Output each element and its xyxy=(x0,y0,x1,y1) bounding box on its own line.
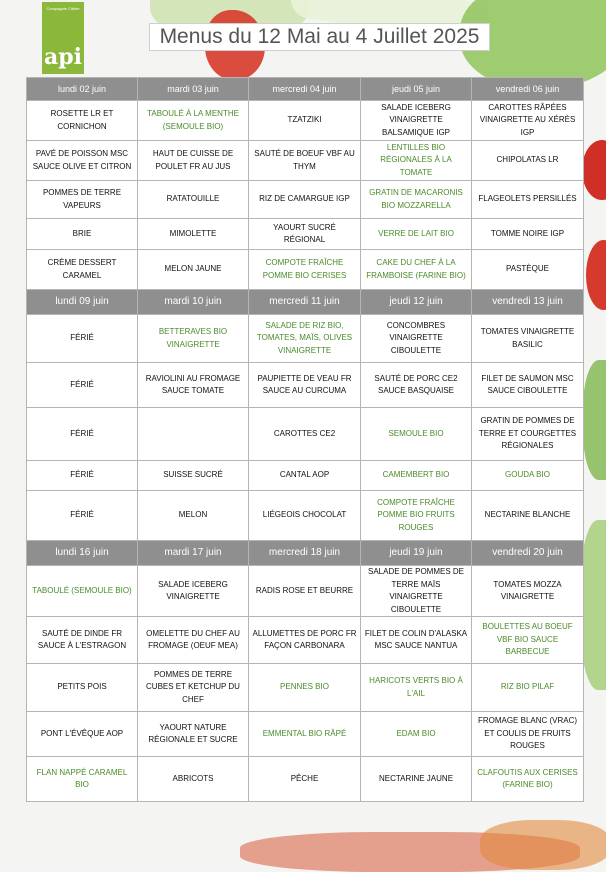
menu-cell: EMMENTAL BIO RÂPÉ xyxy=(249,712,361,757)
menu-cell: CANTAL AOP xyxy=(249,461,361,491)
menu-cell: GRATIN DE POMMES DE TERRE ET COURGETTES RÉGIONALES xyxy=(472,408,584,461)
day-header: mercredi 04 juin xyxy=(249,78,361,101)
week-header-row xyxy=(27,78,584,101)
background-vegetables-image xyxy=(480,820,606,870)
menu-row xyxy=(27,250,584,290)
menu-row xyxy=(27,617,584,664)
menu-cell: FÉRIÉ xyxy=(27,315,138,363)
api-logo xyxy=(42,2,84,74)
menu-cell: PENNES BIO xyxy=(249,664,361,712)
menu-cell: FÉRIÉ xyxy=(27,491,138,541)
menu-cell: NECTARINE BLANCHE xyxy=(472,491,584,541)
menu-row xyxy=(27,141,584,181)
menu-cell: LENTILLES BIO RÉGIONALES À LA TOMATE xyxy=(361,141,472,181)
menu-cell: BETTERAVES BIO VINAIGRETTE xyxy=(138,315,249,363)
menu-cell: CONCOMBRES VINAIGRETTE CIBOULETTE xyxy=(361,315,472,363)
day-header: mardi 03 juin xyxy=(138,78,249,101)
menu-cell: RIZ DE CAMARGUE IGP xyxy=(249,181,361,219)
menu-cell: YAOURT SUCRÉ RÉGIONAL xyxy=(249,219,361,250)
menu-cell: VERRE DE LAIT BIO xyxy=(361,219,472,250)
menu-cell: FILET DE SAUMON MSC SAUCE CIBOULETTE xyxy=(472,363,584,408)
menu-cell: SALADE DE POMMES DE TERRE MAÏS VINAIGRETTE CIBOULETTE xyxy=(361,566,472,617)
menu-cell: PETITS POIS xyxy=(27,664,138,712)
menu-cell: SALADE DE RIZ BIO, TOMATES, MAÏS, OLIVES VINAIGRETTE xyxy=(249,315,361,363)
menu-cell: FROMAGE BLANC (VRAC) ET COULIS DE FRUITS ROUGES xyxy=(472,712,584,757)
day-header: jeudi 05 juin xyxy=(361,78,472,101)
menu-row xyxy=(27,712,584,757)
menu-cell: RAVIOLINI AU FROMAGE SAUCE TOMATE xyxy=(138,363,249,408)
menu-cell: PONT L'ÉVÊQUE AOP xyxy=(27,712,138,757)
day-header: mardi 10 juin xyxy=(138,290,249,315)
day-header: vendredi 06 juin xyxy=(472,78,584,101)
menu-cell: SAUTÉ DE BOEUF VBF AU THYM xyxy=(249,141,361,181)
menu-cell: TZATZIKI xyxy=(249,101,361,141)
background-tomato-image xyxy=(586,240,606,310)
menu-cell: SUISSE SUCRÉ xyxy=(138,461,249,491)
menu-cell: SALADE ICEBERG VINAIGRETTE BALSAMIQUE IGP xyxy=(361,101,472,141)
menu-cell: GRATIN DE MACARONIS BIO MOZZARELLA xyxy=(361,181,472,219)
day-header: vendredi 20 juin xyxy=(472,541,584,566)
menu-cell: SAUTÉ DE DINDE FR SAUCE À L'ESTRAGON xyxy=(27,617,138,664)
menu-cell: FÉRIÉ xyxy=(27,363,138,408)
menu-cell: YAOURT NATURE RÉGIONALE ET SUCRE xyxy=(138,712,249,757)
menu-row xyxy=(27,408,584,461)
menu-cell: LIÉGEOIS CHOCOLAT xyxy=(249,491,361,541)
menu-cell: CAROTTES CE2 xyxy=(249,408,361,461)
menu-cell: EDAM BIO xyxy=(361,712,472,757)
menu-row xyxy=(27,757,584,802)
menu-cell: CHIPOLATAS LR xyxy=(472,141,584,181)
background-tomato-image xyxy=(582,140,606,200)
menu-cell: CLAFOUTIS AUX CERISES (FARINE BIO) xyxy=(472,757,584,802)
menu-cell: COMPOTE FRAÎCHE POMME BIO FRUITS ROUGES xyxy=(361,491,472,541)
page-title: Menus du 12 Mai au 4 Juillet 2025 xyxy=(149,23,490,51)
menu-cell: SAUTÉ DE PORC CE2 SAUCE BASQUAISE xyxy=(361,363,472,408)
menu-row xyxy=(27,664,584,712)
menu-cell: POMMES DE TERRE VAPEURS xyxy=(27,181,138,219)
menu-row xyxy=(27,491,584,541)
menu-cell: MELON xyxy=(138,491,249,541)
menu-cell: TABOULÉ À LA MENTHE (SEMOULE BIO) xyxy=(138,101,249,141)
day-header: jeudi 19 juin xyxy=(361,541,472,566)
menu-cell: TOMATES MOZZA VINAIGRETTE xyxy=(472,566,584,617)
menu-cell: NECTARINE JAUNE xyxy=(361,757,472,802)
menu-cell: RATATOUILLE xyxy=(138,181,249,219)
menu-cell: ABRICOTS xyxy=(138,757,249,802)
day-header: lundi 02 juin xyxy=(27,78,138,101)
menu-cell: CAKE DU CHEF À LA FRAMBOISE (FARINE BIO) xyxy=(361,250,472,290)
day-header: mardi 17 juin xyxy=(138,541,249,566)
menu-cell: GOUDA BIO xyxy=(472,461,584,491)
menu-cell: RADIS ROSE ET BEURRE xyxy=(249,566,361,617)
menu-cell: FÉRIÉ xyxy=(27,408,138,461)
menu-cell: TOMATES VINAIGRETTE BASILIC xyxy=(472,315,584,363)
day-header: lundi 16 juin xyxy=(27,541,138,566)
menu-cell: CRÈME DESSERT CARAMEL xyxy=(27,250,138,290)
menu-cell: BRIE xyxy=(27,219,138,250)
menu-cell: ALLUMETTES DE PORC FR FAÇON CARBONARA xyxy=(249,617,361,664)
menu-cell: COMPOTE FRAÎCHE POMME BIO CERISES xyxy=(249,250,361,290)
menu-cell xyxy=(138,408,249,461)
menu-row xyxy=(27,566,584,617)
menu-cell: SALADE ICEBERG VINAIGRETTE xyxy=(138,566,249,617)
week-header-row xyxy=(27,290,584,315)
menu-cell: PAVÉ DE POISSON MSC SAUCE OLIVE ET CITRON xyxy=(27,141,138,181)
menu-cell: HARICOTS VERTS BIO À L'AIL xyxy=(361,664,472,712)
menu-row xyxy=(27,461,584,491)
menu-cell: CAMEMBERT BIO xyxy=(361,461,472,491)
menu-cell: MIMOLETTE xyxy=(138,219,249,250)
menu-cell: PASTÈQUE xyxy=(472,250,584,290)
menu-cell: RIZ BIO PILAF xyxy=(472,664,584,712)
menu-cell: MELON JAUNE xyxy=(138,250,249,290)
menu-cell: POMMES DE TERRE CUBES ET KETCHUP DU CHEF xyxy=(138,664,249,712)
menu-cell: FLAN NAPPÉ CARAMEL BIO xyxy=(27,757,138,802)
menu-cell: FILET DE COLIN D'ALASKA MSC SAUCE NANTUA xyxy=(361,617,472,664)
menu-cell: OMELETTE DU CHEF AU FROMAGE (OEUF MEA) xyxy=(138,617,249,664)
menu-cell: TABOULÉ (SEMOULE BIO) xyxy=(27,566,138,617)
menu-cell: ROSETTE LR ET CORNICHON xyxy=(27,101,138,141)
background-leaf-image xyxy=(583,360,606,480)
menu-cell: PAUPIETTE DE VEAU FR SAUCE AU CURCUMA xyxy=(249,363,361,408)
menu-row xyxy=(27,219,584,250)
menu-cell: PÊCHE xyxy=(249,757,361,802)
menu-cell: FLAGEOLETS PERSILLÉS xyxy=(472,181,584,219)
menu-table xyxy=(26,77,584,802)
menu-cell: BOULETTES AU BOEUF VBF BIO SAUCE BARBECUE xyxy=(472,617,584,664)
logo-tagline: Compagnie Ciblée xyxy=(46,6,80,11)
day-header: jeudi 12 juin xyxy=(361,290,472,315)
menu-row xyxy=(27,181,584,219)
menu-row xyxy=(27,363,584,408)
menu-cell: FÉRIÉ xyxy=(27,461,138,491)
day-header: lundi 09 juin xyxy=(27,290,138,315)
day-header: vendredi 13 juin xyxy=(472,290,584,315)
menu-cell: HAUT DE CUISSE DE POULET FR AU JUS xyxy=(138,141,249,181)
logo-text: api xyxy=(44,44,82,70)
day-header: mercredi 18 juin xyxy=(249,541,361,566)
week-header-row xyxy=(27,541,584,566)
menu-row xyxy=(27,101,584,141)
menu-row xyxy=(27,315,584,363)
menu-cell: SEMOULE BIO xyxy=(361,408,472,461)
menu-cell: CAROTTES RÂPÉES VINAIGRETTE AU XÉRÈS IGP xyxy=(472,101,584,141)
menu-cell: TOMME NOIRE IGP xyxy=(472,219,584,250)
day-header: mercredi 11 juin xyxy=(249,290,361,315)
